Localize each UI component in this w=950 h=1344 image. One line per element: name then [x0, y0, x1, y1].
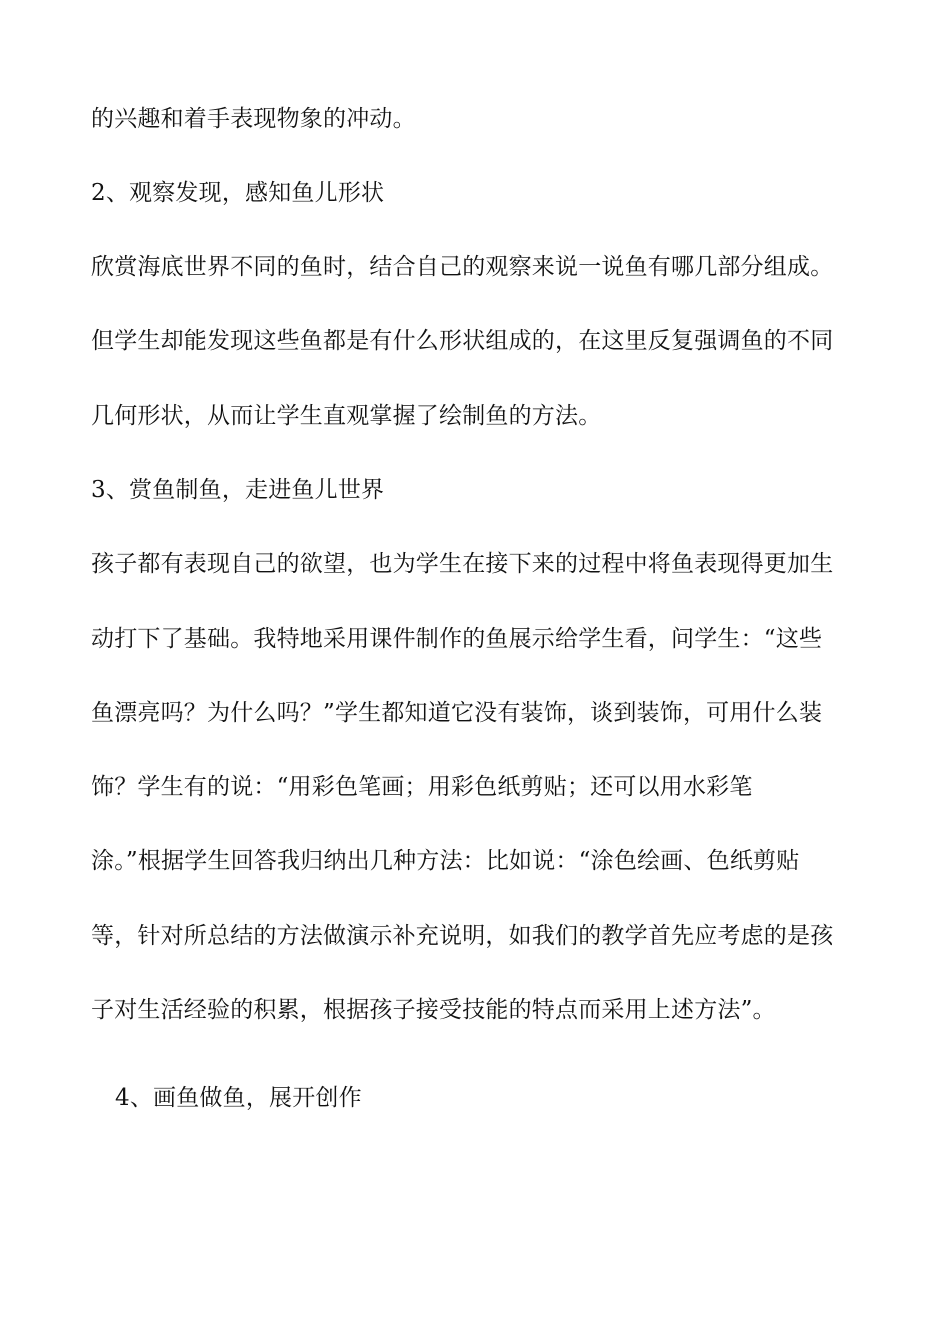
- paragraph-line: 子对生活经验的积累，根据孩子接受技能的特点而采用上述方法”。: [91, 997, 776, 1023]
- paragraph-line: 鱼漂亮吗？为什么吗？”学生都知道它没有装饰，谈到装饰，可用什么装: [91, 700, 823, 726]
- paragraph-line: 孩子都有表现自己的欲望，也为学生在接下来的过程中将鱼表现得更加生: [91, 551, 834, 577]
- paragraph-line: 几何形状，从而让学生直观掌握了绘制鱼的方法。: [91, 403, 602, 429]
- section-heading-2: 2、观察发现，感知鱼儿形状: [91, 180, 385, 206]
- paragraph-line: 涂。”根据学生回答我归纳出几种方法：比如说：“涂色绘画、色纸剪贴: [91, 848, 800, 874]
- section-heading-3: 3、赏鱼制鱼，走进鱼儿世界: [91, 477, 385, 503]
- section-heading-4: 4、画鱼做鱼，展开创作: [115, 1085, 362, 1111]
- paragraph-line: 欣赏海底世界不同的鱼时，结合自己的观察来说一说鱼有哪几部分组成。: [91, 254, 834, 280]
- paragraph-line: 但学生却能发现这些鱼都是有什么形状组成的，在这里反复强调鱼的不同: [91, 328, 834, 354]
- paragraph-line: 的兴趣和着手表现物象的冲动。: [91, 106, 416, 132]
- paragraph-line: 饰？学生有的说：“用彩色笔画；用彩色纸剪贴；还可以用水彩笔: [91, 774, 753, 800]
- paragraph-line: 动打下了基础。我特地采用课件制作的鱼展示给学生看，问学生：“这些: [91, 626, 823, 652]
- paragraph-line: 等，针对所总结的方法做演示补充说明，如我们的教学首先应考虑的是孩: [91, 923, 834, 949]
